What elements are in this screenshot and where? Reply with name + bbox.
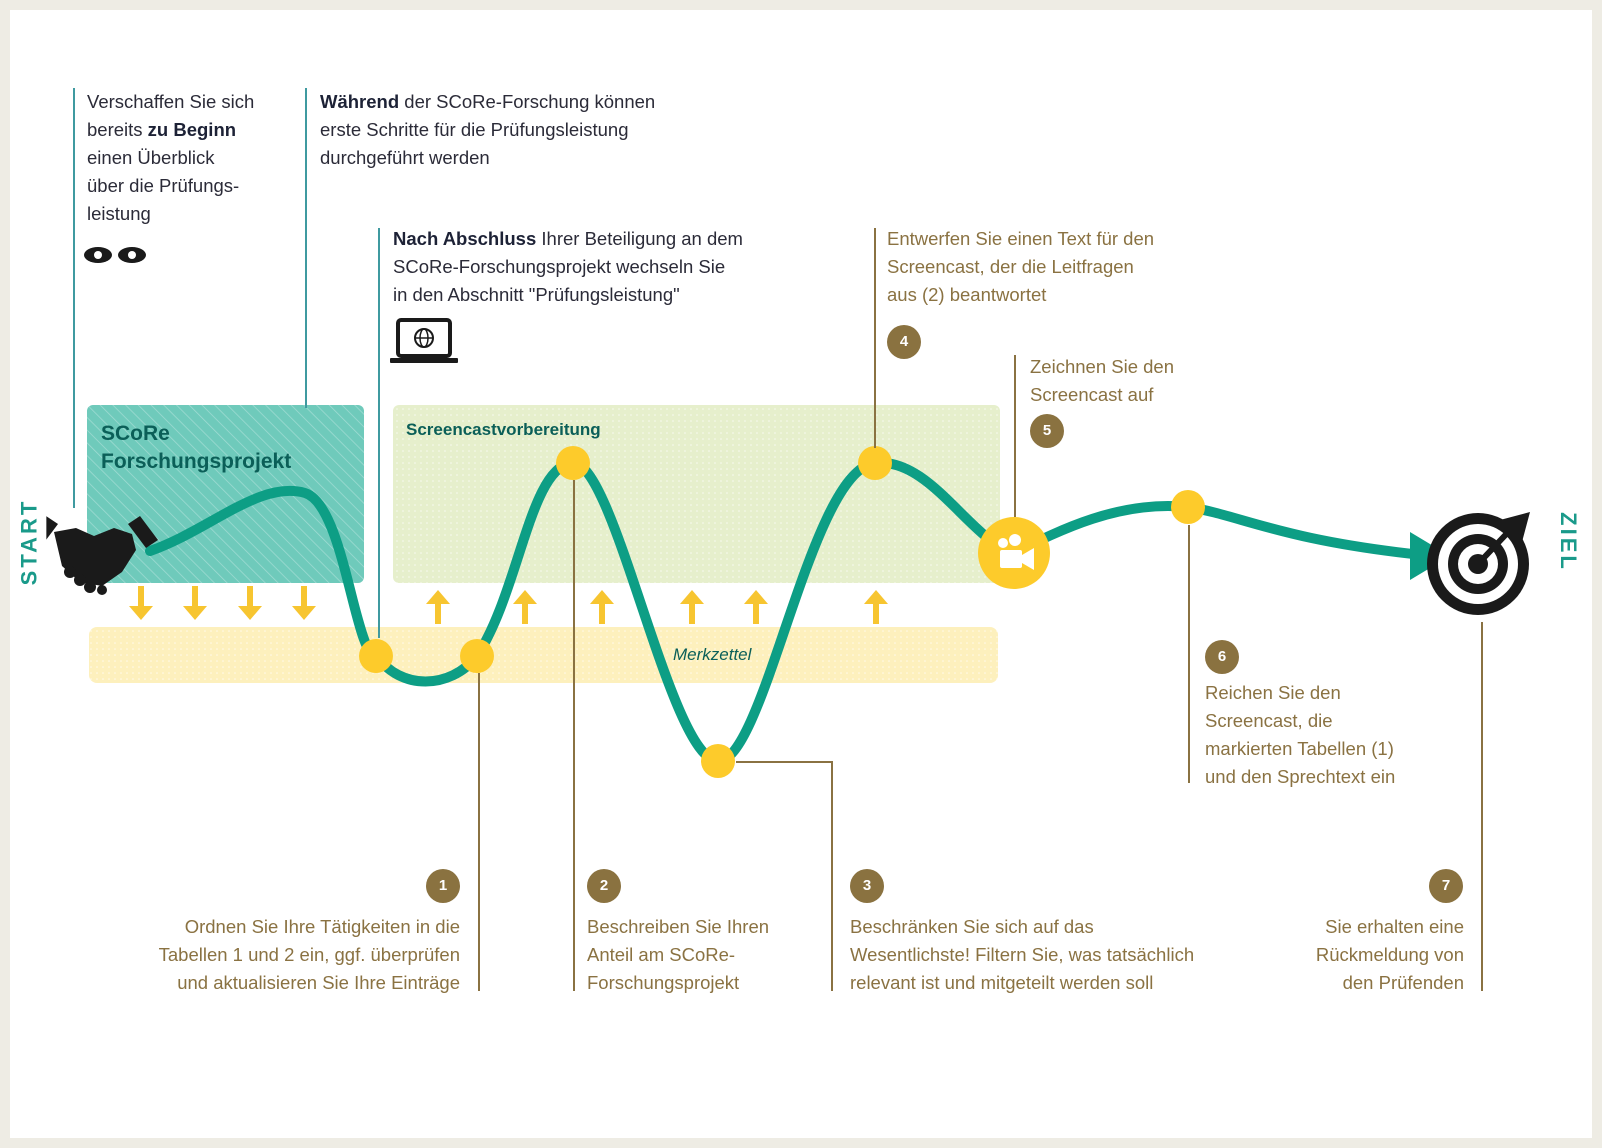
down-arrows — [129, 586, 316, 620]
video-camera-icon — [978, 517, 1050, 589]
connector-step-1 — [478, 673, 480, 991]
step-3-badge: 3 — [850, 869, 884, 903]
intro-after: Nach Abschluss Ihrer Beteiligung an dem SCoRe-Forschungsprojekt wechseln Sie in den Abschnitt "Prüfungsleistung" — [393, 228, 743, 305]
intro-before: Verschaffen Sie sich bereits zu Beginn einen Überblick über die Prüfungs- leistung — [87, 91, 255, 224]
connector-step-3 — [831, 762, 833, 991]
step-1-text: Ordnen Sie Ihre Tätigkeiten in die Tabellen 1 und 2 ein, ggf. überprüfen und aktualisieren Sie Ihre Einträge — [158, 916, 460, 993]
step-3-text: Beschränken Sie sich auf das Wesentlichste! Filtern Sie, was tatsächlich relevant ist und mitgeteilt werden soll — [850, 916, 1195, 993]
connector-step-7 — [1481, 622, 1483, 991]
connector-before — [73, 88, 75, 508]
connector-step-6 — [1188, 525, 1190, 783]
step-7-text: Sie erhalten eine Rückmeldung von den Prüfenden — [1315, 916, 1464, 993]
screencast-box-title: Screencastvorbereitung — [406, 420, 601, 439]
step-6-badge: 6 — [1205, 640, 1239, 674]
canvas — [10, 10, 1592, 1138]
connector-after — [378, 228, 380, 638]
step-2-text: Beschreiben Sie Ihren Anteil am SCoRe- Forschungsprojekt — [587, 916, 770, 993]
step-5-badge: 5 — [1030, 414, 1064, 448]
connector-step-3-h — [736, 761, 833, 763]
start-label: START — [12, 493, 46, 592]
notes-box — [89, 627, 998, 683]
goal-label: ZIEL — [1551, 506, 1585, 578]
step-2-badge: 2 — [587, 869, 621, 903]
eyes-icon — [84, 247, 146, 263]
notes-box-title: Merkzettel — [673, 645, 752, 664]
step-4-text: Entwerfen Sie einen Text für den Screencast, der die Leitfragen aus (2) beantwortet — [887, 228, 1155, 305]
connector-during — [305, 88, 307, 408]
step-7-badge: 7 — [1429, 869, 1463, 903]
step-6-text: Reichen Sie den Screencast, die markierten Tabellen (1) und den Sprechtext ein — [1205, 682, 1396, 787]
laptop-globe-icon — [390, 320, 458, 363]
target-icon — [1427, 512, 1530, 615]
step-1-badge: 1 — [426, 869, 460, 903]
step-4-badge: 4 — [887, 325, 921, 359]
connector-step-4 — [874, 228, 876, 448]
connector-step-5 — [1014, 355, 1016, 517]
step-5-text: Zeichnen Sie den Screencast auf — [1030, 356, 1174, 405]
connector-step-2 — [573, 480, 575, 991]
intro-during: Während der SCoRe-Forschung können erste Schritte für die Prüfungsleistung durchgeführt werden — [320, 91, 656, 168]
score-box-title: SCoRe Forschungsprojekt — [101, 422, 292, 473]
